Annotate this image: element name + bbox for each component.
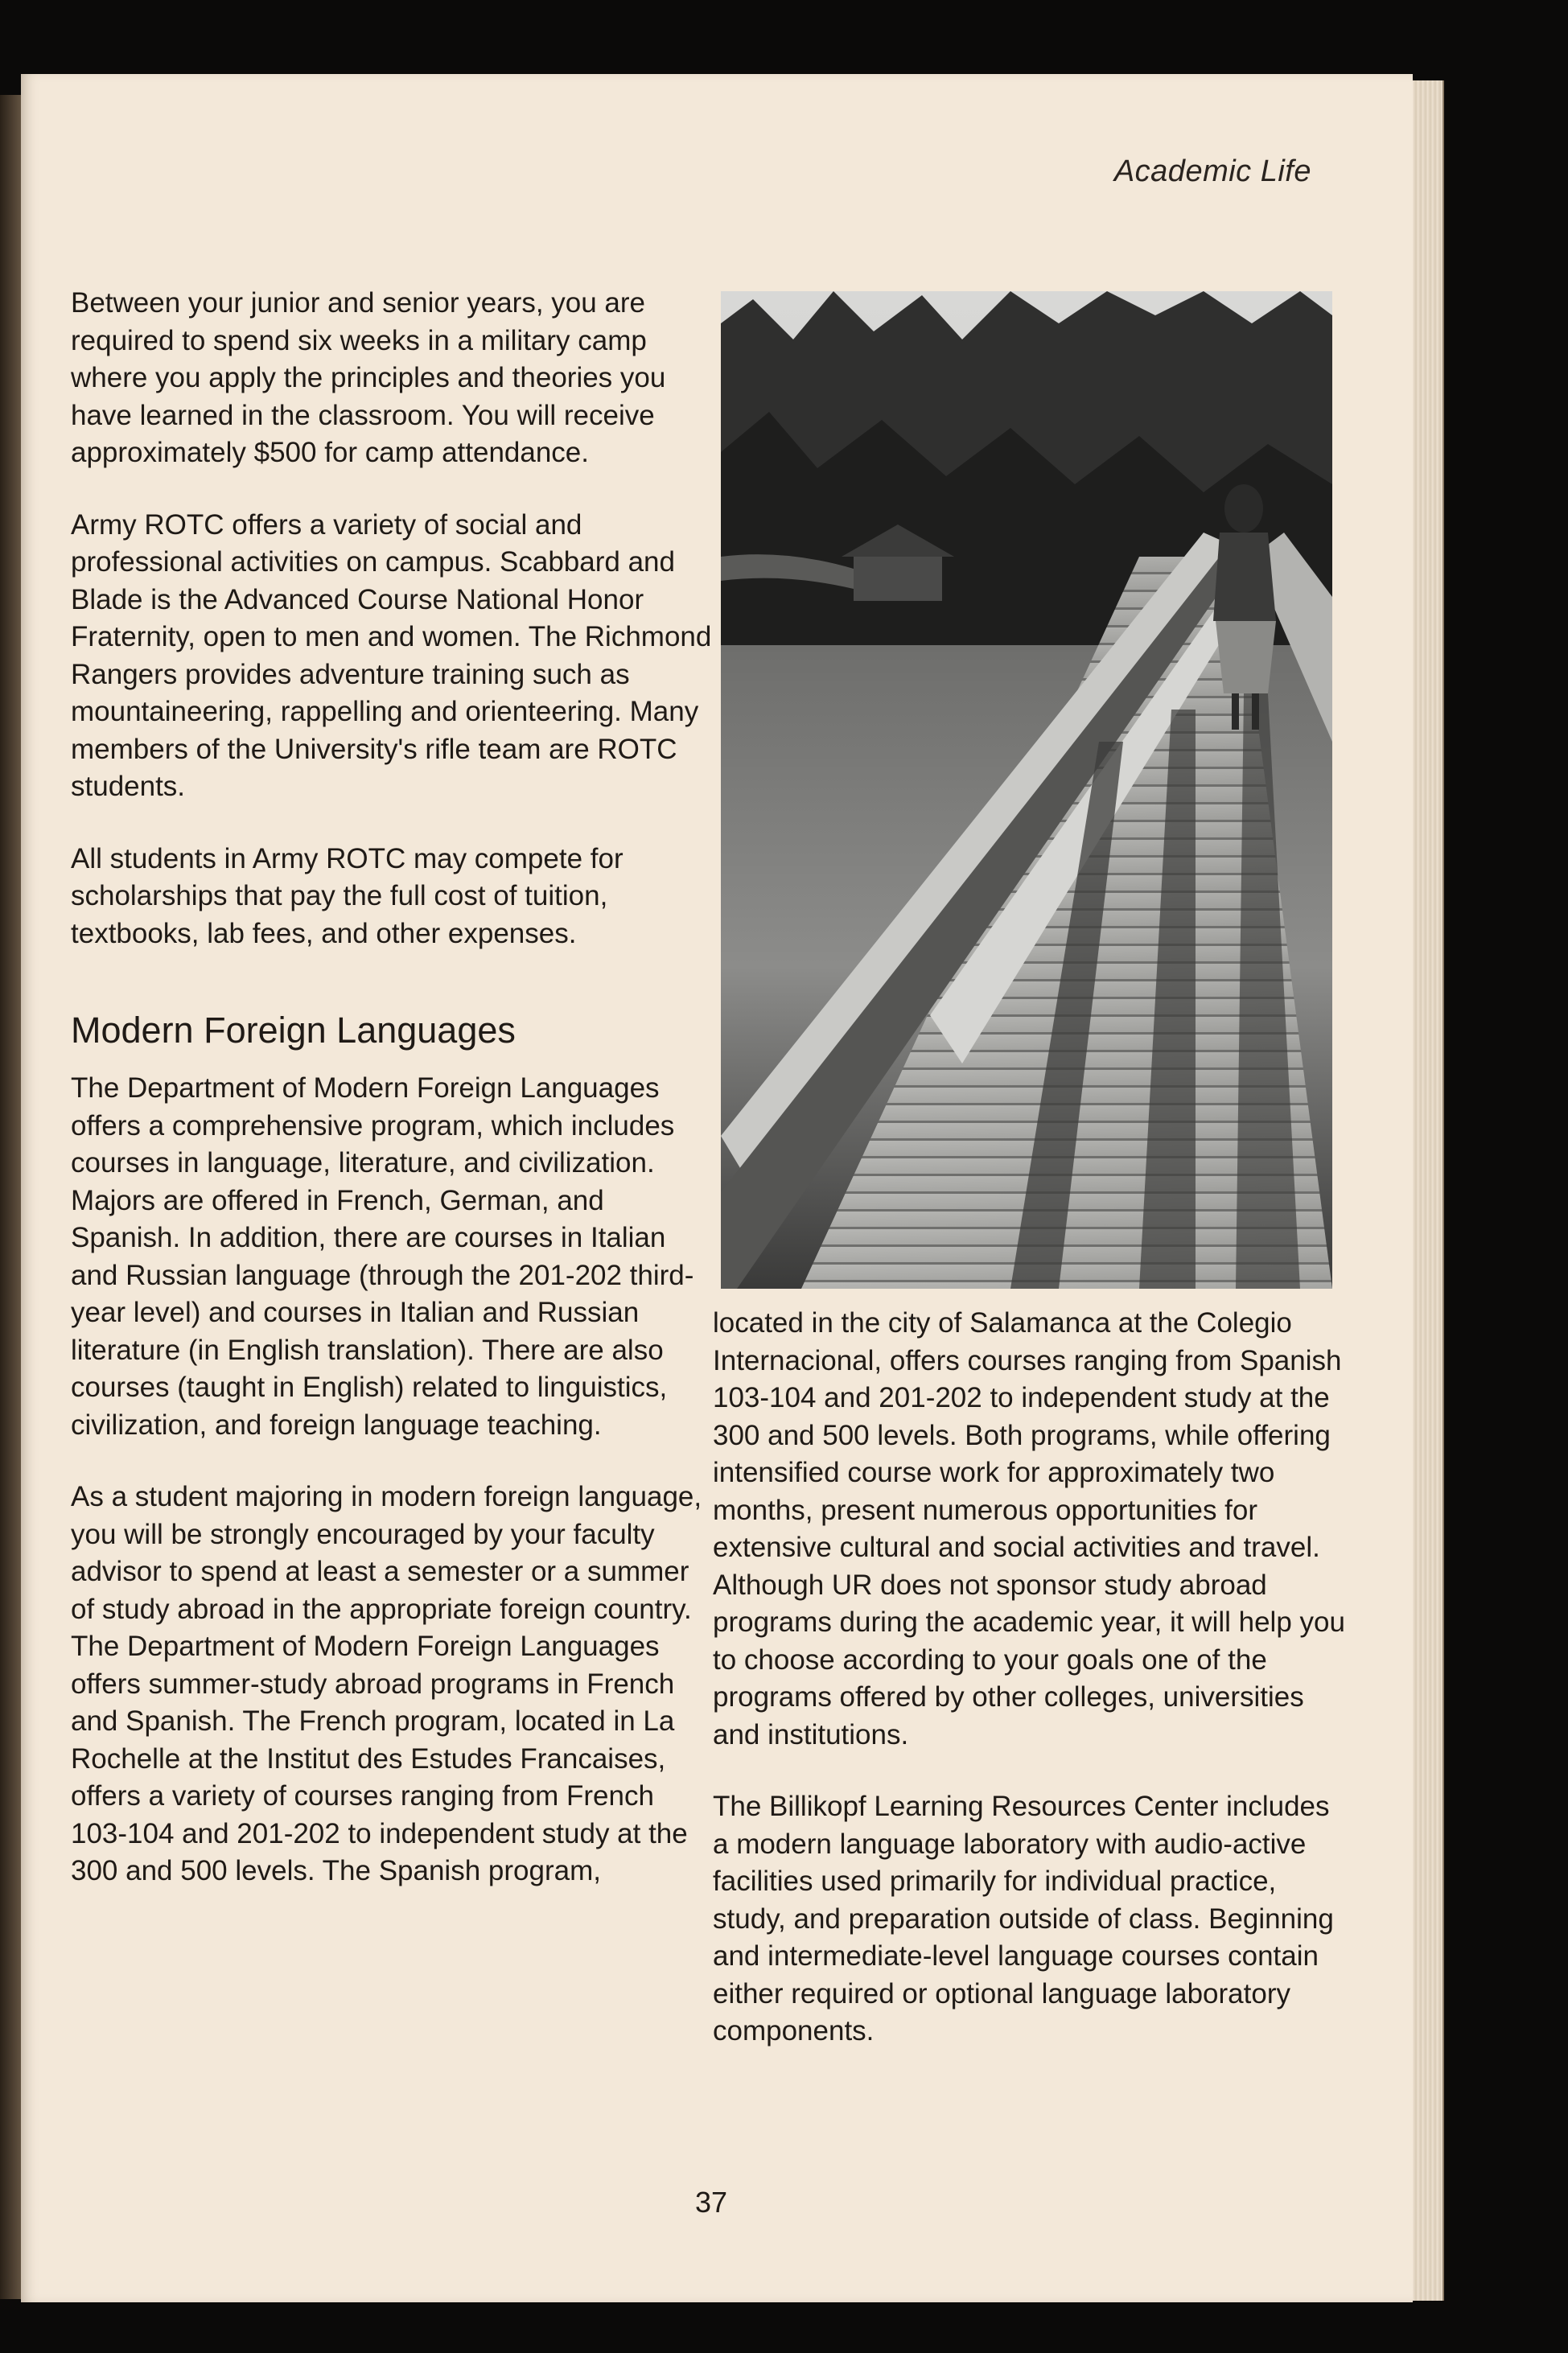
running-head: Academic Life	[1113, 154, 1311, 188]
paragraph-department: The Department of Modern Foreign Languages offers a comprehensive program, which includes courses in language, literature, and civilization. Majors are offered in French, German, and Spanish. In addition, there are courses in Italian and Russian language (through the 201-202 third-year level) and courses in Italian and Russian literature (in English translation). There are also courses (taught in English) related to linguistics, civilization, and foreign language teaching.	[71, 1072, 694, 1441]
right-column	[713, 1305, 1348, 2085]
paragraph-spanish-program: located in the city of Salamanca at the Colegio Internacional, offers courses ranging from Spanish 103-104 and 201-202 to independent study at the 300 and 500 levels. Both programs, while offering intensified course work for approximately two months, present numerous opportunities for extensive cultural and social activities and travel. Although UR does not sponsor study abroad programs during the academic year, it will help you to choose according to your goals one of the programs offered by other colleges, universities and institutions.	[713, 1307, 1345, 1750]
paragraph-study-abroad: As a student majoring in modern foreign language, you will be strongly encouraged by your faculty advisor to spend at least a semester or a summer of study abroad in the appropriate foreign country. The Department of Modern Foreign Languages offers summer-study abroad programs in French and Spanish. The French program, located in La Rochelle at the Institut des Estudes Francaises, offers a variety of courses ranging from French 103-104 and 201-202 to independent study at the 300 and 500 levels. The Spanish program,	[71, 1481, 702, 1886]
paragraph-scholarships: All students in Army ROTC may compete for scholarships that pay the full cost of tuition, textbooks, lab fees, and other expenses.	[71, 842, 623, 949]
bridge-photo	[721, 291, 1332, 1289]
paragraph-learning-center: The Billikopf Learning Resources Center includes a modern language laboratory with audio-active facilities used primarily for individual practice, study, and preparation outside of class. Beginning and intermediate-level language courses contain either required or optional language laboratory components.	[713, 1791, 1334, 2047]
left-column	[71, 285, 714, 1925]
page-number: 37	[695, 2186, 728, 2219]
section-heading: Modern Foreign Languages	[71, 1010, 516, 1051]
paragraph-camp: Between your junior and senior years, you are required to spend six weeks in a military camp where you apply the principles and theories you have learned in the classroom. You will receive approximately $500 for camp attendance.	[71, 287, 666, 468]
paragraph-activities: Army ROTC offers a variety of social and professional activities on campus. Scabbard and Blade is the Advanced Course National Honor Fraternity, open to men and women. The Richmond Rangers provides adventure training such as mountaineering, rappelling and orienteering. Many members of the University's rifle team are ROTC students.	[71, 508, 712, 802]
book-page	[21, 74, 1413, 2302]
